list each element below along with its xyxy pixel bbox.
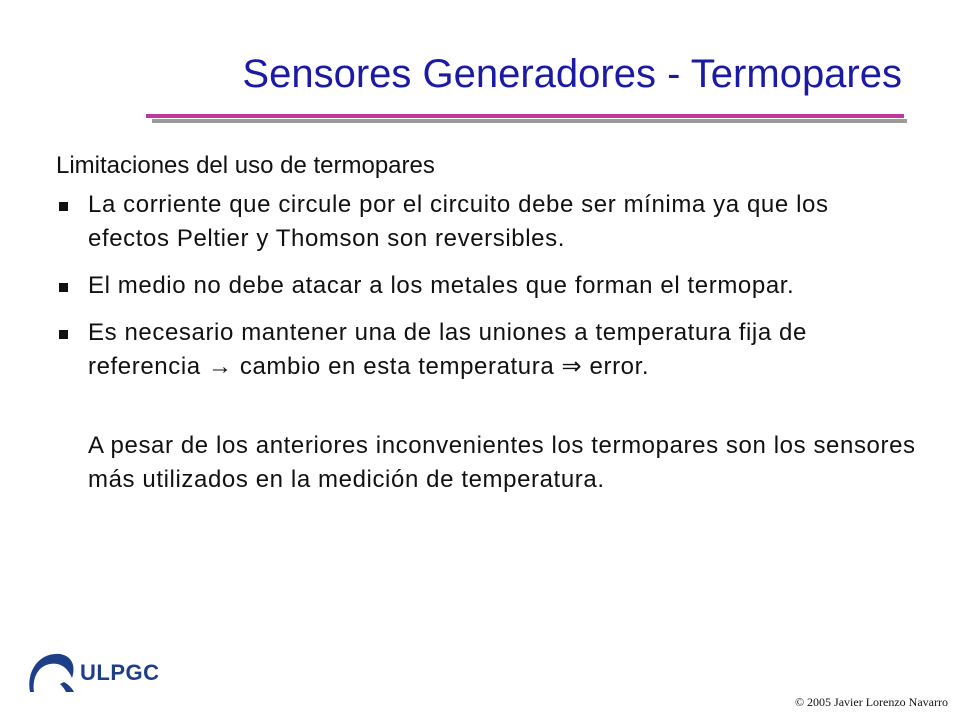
list-item [56,269,916,303]
slide-body [56,150,916,497]
ulpgc-logo [24,648,184,696]
title-underline-shadow [152,119,907,123]
list-item [56,188,916,256]
list-item [56,316,916,384]
square-bullet-icon [59,330,68,339]
intro-text: Limitaciones del uso de termopares [56,152,435,179]
ulpgc-emblem-icon [24,648,80,696]
square-bullet-icon [59,283,68,292]
slide-title: Sensores Generadores - Termopares [242,52,902,96]
closing-note: A pesar de los anteriores inconvenientes los termopares son los sensores más utilizados en la medición de temperatura. [88,432,916,493]
bullet-list [56,188,916,384]
title-underline [146,114,904,118]
square-bullet-icon [59,202,68,211]
list-item-text: La corriente que circule por el circuito debe ser mínima ya que los efectos Peltier y Thomson son reversibles. [88,191,829,252]
list-item-text: Es necesario mantener una de las uniones a temperatura fija de referencia → cambio en esta temperatura ⇒ error. [88,319,807,380]
list-item-text: El medio no debe atacar a los metales que forman el termopar. [88,272,795,299]
logo-text: ULPGC [80,660,160,685]
copyright-text: © 2005 Javier Lorenzo Navarro [794,695,948,709]
